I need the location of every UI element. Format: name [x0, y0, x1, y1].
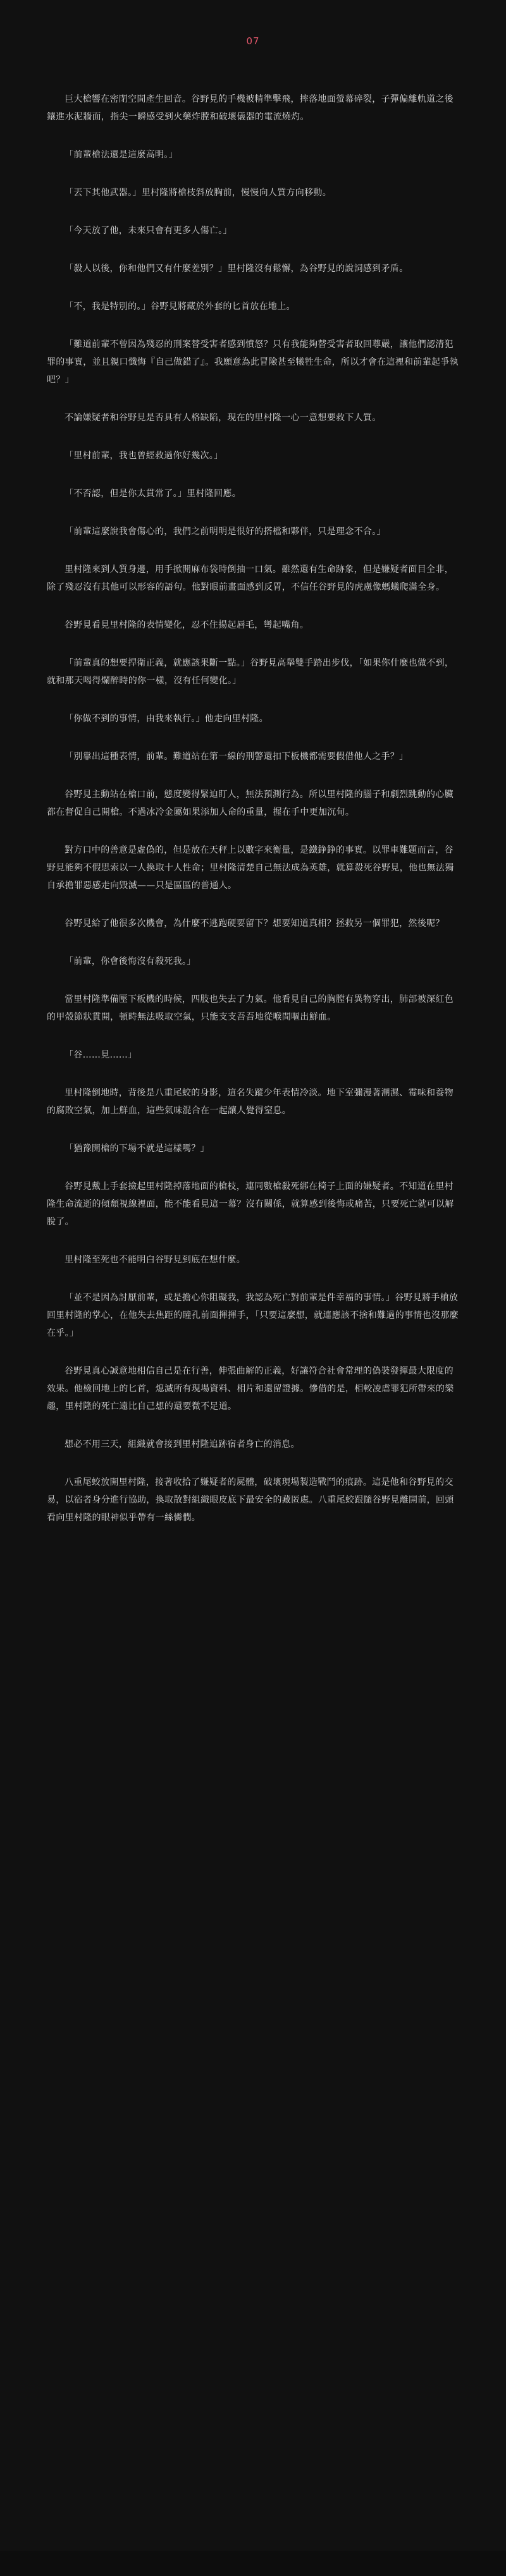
story-paragraph: 「丟下其他武器。」里村隆將槍枝斜放胸前，慢慢向人質方向移動。 — [65, 188, 331, 198]
story-paragraph: 巨大槍響在密閉空間產生回音。谷野見的手機被精準擊飛，摔落地面螢幕碎裂，子彈偏離軌道之後鑲進水泥牆面，指尖一瞬感受到火藥炸膛和破壞儀器的電流燒灼。 — [47, 94, 454, 122]
story-paragraph: 「別靠出這種表情，前輩。難道站在第一線的刑警還扣下板機都需要假借他人之手？」 — [65, 752, 409, 762]
story-paragraph: 對方口中的善意是虛偽的，但是放在天秤上以數字來衡量，是鐵錚錚的事實。以罪車難題而言，谷野見能夠不假思索以一人換取十人性命；里村隆清楚自己無法成為英雄，就算殺死谷野見，他也無法獨自承擔罪惡感走向毀滅——只是區區的普通人。 — [47, 845, 454, 891]
story-paragraph: 谷野見看見里村隆的表情變化，忍不住揚起唇毛，彎起嘴角。 — [65, 620, 309, 630]
story-paragraph: 想必不用三天，組織就會接到里村隆追跡宿者身亡的消息。 — [65, 1439, 300, 1450]
story-paragraph: 「今天放了他，未來只會有更多人傷亡。」 — [65, 226, 232, 236]
story-paragraph: 「殺人以後，你和他們又有什麼差別？」里村隆沒有鬆懈，為谷野見的說詞感到矛盾。 — [65, 264, 409, 274]
story-paragraph: 「前輩這麼說我會傷心的，我們之前明明是很好的搭檔和夥伴，只是理念不合。」 — [65, 527, 386, 537]
story-paragraph: 當里村隆準備壓下板機的時候，四肢也失去了力氣。他看見自己的胸膛有異物穿出，肺部被深紅色的甲殼節狀貫開，頓時無法吸取空氣，只能支支吾吾地從喉間嘔出鮮血。 — [47, 994, 454, 1022]
story-paragraph: 「並不是因為討厭前輩，或是擔心你阻礙我，我認為死亡對前輩是件幸福的事情。」谷野見將手槍放回里村隆的掌心，在他失去焦距的瞳孔前面揮揮手，「只要這麼想，就連應該不捨和難過的事情也沒那麼在乎。」 — [47, 1293, 459, 1338]
story-paragraph: 「不，我是特別的。」谷野見將藏於外套的匕首放在地上。 — [65, 302, 295, 312]
story-paragraph: 「前輩真的想要捍衛正義，就應該果斷一點。」谷野見高舉雙手踏出步伐，「如果你什麼也做不到，就和那天喝得爛醉時的你一樣，沒有任何變化。」 — [47, 658, 454, 686]
story-paragraph: 「你做不到的事情，由我來執行。」他走向里村隆。 — [65, 714, 268, 724]
story-paragraph: 里村隆來到人質身邊，用手掀開麻布袋時倒抽一口氣。雖然還有生命跡象，但是嫌疑者面目全非，除了殘忍沒有其他可以形容的語句。他對眼前畫面感到反胃，不信任谷野見的虎慮像螞蟻爬滿全身。 — [47, 565, 454, 592]
story-paragraph: 「猶豫開槍的下場不就是這樣嗎？」 — [65, 1144, 209, 1154]
story-paragraph: 里村隆至死也不能明白谷野見到底在想什麼。 — [65, 1255, 245, 1265]
story-paragraph: 里村隆倒地時，背後是八重尾蛟的身影，這名失蹤少年表情冷淡。地下室彌漫著潮濕、霉味和養物的腐敗空氣，加上鮮血，這些氣味混合在一起讓人覺得窒息。 — [47, 1088, 454, 1116]
story-paragraph: 八重尾蛟放開里村隆，接著收拾了嫌疑者的屍體，破壞現場製造戰鬥的痕跡。這是他和谷野見的交易，以宿者身分進行協助，換取散對組織眼皮底下最安全的藏匿處。八重尾蛟跟隨谷野見離開前，回頭看向里村隆的眼神似乎帶有一絲憐憫。 — [47, 1477, 454, 1523]
story-paragraph: 「前輩槍法還是這麼高明。」 — [65, 150, 178, 160]
story-paragraph: 「難道前輩不曾因為殘忍的刑案替受害者感到憤怒？只有我能夠替受害者取回尊嚴，讓他們認清犯罪的事實，並且親口懺悔『自己做錯了』。我願意為此冒險甚至犧牲生命，所以才會在這裡和前輩起爭執吧？」 — [47, 339, 459, 385]
story-body — [47, 90, 459, 1547]
story-paragraph: 「谷……見……」 — [65, 1050, 137, 1060]
story-paragraph: 「前輩，你會後悔沒有殺死我。」 — [65, 956, 196, 967]
story-paragraph: 「里村前輩，我也曾經救過你好幾次。」 — [65, 451, 223, 461]
story-paragraph: 「不否認，但是你太貫常了。」里村隆回應。 — [65, 489, 241, 499]
story-paragraph: 谷野見真心誠意地相信自己是在行善，伸張曲解的正義，好讓符合社會常理的偽裝發揮最大限度的效果。他檢回地上的匕首，熄滅所有現場資料、相片和還留證據。慘借的是，相較凌虐罪犯所帶來的樂趣，里村隆的死亡遠比自己想的還要微不足道。 — [47, 1366, 454, 1412]
chapter-number: 07 — [246, 35, 260, 47]
story-paragraph: 不論嫌疑者和谷野見是否具有人格缺陷，現在的里村隆一心一意想要救下人質。 — [65, 413, 381, 423]
story-paragraph: 谷野見戴上手套撿起里村隆掉落地面的槍枝，連同數槍殺死綁在椅子上面的嫌疑者。不知道在里村隆生命流逝的傾頹視線裡面，能不能看見這一幕？沒有關係，就算感到後悔或痛苦，只要死亡就可以解脫了。 — [47, 1181, 454, 1227]
story-paragraph: 谷野見主動站在槍口前，態度變得緊迫盯人，無法預測行為。所以里村隆的腦子和劇烈跳動的心臟都在督促自己開槍。不過冰冷金屬如果添加人命的重量，握在手中更加沉甸。 — [47, 790, 454, 817]
bottom-bar — [0, 2551, 506, 2576]
story-paragraph: 谷野見給了他很多次機會，為什麼不逃跑硬要留下？想要知道真相？拯救另一個罪犯，然後呢？ — [65, 919, 445, 929]
